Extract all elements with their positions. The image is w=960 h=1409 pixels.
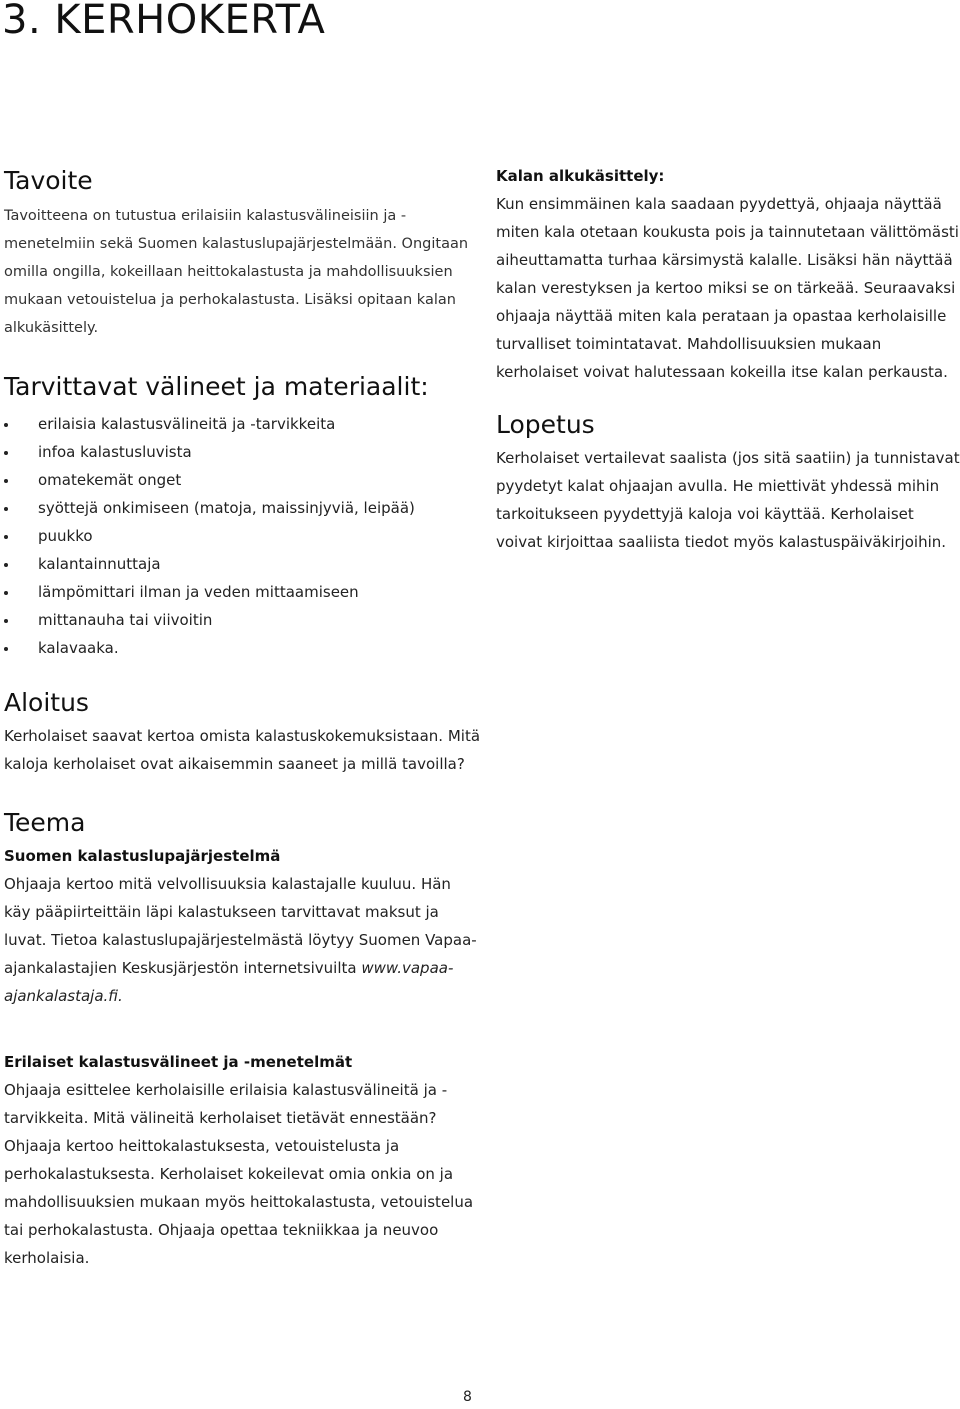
page-number: 8 [463, 1389, 472, 1405]
tavoite-section [4, 162, 482, 342]
lopetus-heading: Lopetus [496, 410, 595, 439]
list-item: puukko [4, 522, 482, 550]
alkukasittely-text: Kun ensimmäinen kala saadaan pyydettyä, ohjaaja näyttää miten kala otetaan koukusta pois ja tainnutetaan välittömästi aiheuttamatta turhaa kärsimystä kalalle. Lisäksi hän näyttää kalan verestyksen ja kertoo miksi se on tärkeää. Seuraavaksi ohjaaja näyttää miten kala perataan ja opastaa kerholaisille turvalliset toimintatavat. Mahdollisuuksien mukaan kerholaiset voivat halutessaan kokeilla itse kalan perkausta. [496, 195, 959, 381]
aloitus-section [4, 684, 482, 778]
teema-subheading: Suomen kalastuslupajärjestelmä [4, 847, 281, 865]
list-item: lämpömittari ilman ja veden mittaamiseen [4, 578, 482, 606]
teema-text-block [4, 870, 482, 1010]
lopetus-section [496, 406, 960, 556]
list-item: syöttejä onkimiseen (matoja, maissinjyviä, leipää) [4, 494, 482, 522]
lopetus-text: Kerholaiset vertailevat saalista (jos sitä saatiin) ja tunnistavat pyydetyt kalat ohjaajan avulla. He miettivät yhdessä mihin tarkoitukseen pyydettyjä kaloja voi käyttää. Kerholaiset voivat kirjoittaa saaliista tiedot myös kalastuspäiväkirjoihin. [496, 449, 960, 551]
list-item: omatekemät onget [4, 466, 482, 494]
teema-section [4, 804, 482, 1010]
menetelmat-section [4, 1048, 482, 1272]
tavoite-heading: Tavoite [4, 166, 93, 195]
list-item: erilaisia kalastusvälineitä ja -tarvikkeita [4, 410, 482, 438]
teema-text: Ohjaaja kertoo mitä velvollisuuksia kalastajalle kuuluu. Hän käy pääpiirteittäin läpi kalastukseen tarvittavat maksut ja luvat. Tietoa kalastuslupajärjestelmästä löytyy Suomen Vapaa-ajankalastajien Keskusjärjestön internetsivuilta [4, 875, 477, 977]
materials-heading: Tarvittavat välineet ja materiaalit: [4, 372, 429, 401]
tavoite-text: Tavoitteena on tutustua erilaisiin kalastusvälineisiin ja -menetelmiin sekä Suomen kalastuslupajärjestelmään. Ongitaan omilla ongilla, kokeillaan heittokalastusta ja mahdollisuuksien mukaan vetouistelua ja perhokalastusta. Lisäksi opitaan kalan alkukäsittely. [4, 208, 469, 336]
website-link[interactable]: www.vapaa-ajankalastaja.fi. [4, 959, 454, 1005]
right-column [496, 162, 960, 556]
page-title: 3. KERHOKERTA [2, 0, 326, 43]
aloitus-text: Kerholaiset saavat kertoa omista kalastuskokemuksistaan. Mitä kaloja kerholaiset ovat aikaisemmin saaneet ja millä tavoilla? [4, 727, 481, 773]
alkukasittely-section [496, 162, 960, 386]
menetelmat-text: Ohjaaja esittelee kerholaisille erilaisia kalastusvälineitä ja -tarvikkeita. Mitä välineitä kerholaiset tietävät ennestään? Ohjaaja kertoo heittokalastuksesta, vetouistelusta ja perhokalastuksesta. Kerholaiset kokeilevat omia onkia on ja mahdollisuuksien mukaan myös heittokalastusta, vetouistelua tai perhokalastusta. Ohjaaja opettaa tekniikkaa ja neuvoo kerholaisia. [4, 1081, 474, 1267]
materials-list [4, 410, 482, 662]
list-item: kalavaaka. [4, 634, 482, 662]
teema-heading: Teema [4, 808, 86, 837]
list-item: kalantainnuttaja [4, 550, 482, 578]
materials-section [4, 368, 482, 662]
list-item: mittanauha tai viivoitin [4, 606, 482, 634]
list-item: infoa kalastusluvista [4, 438, 482, 466]
menetelmat-subheading: Erilaiset kalastusvälineet ja -menetelmät [4, 1053, 353, 1071]
alkukasittely-subheading: Kalan alkukäsittely: [496, 167, 665, 185]
left-column [4, 162, 482, 1272]
aloitus-heading: Aloitus [4, 688, 89, 717]
